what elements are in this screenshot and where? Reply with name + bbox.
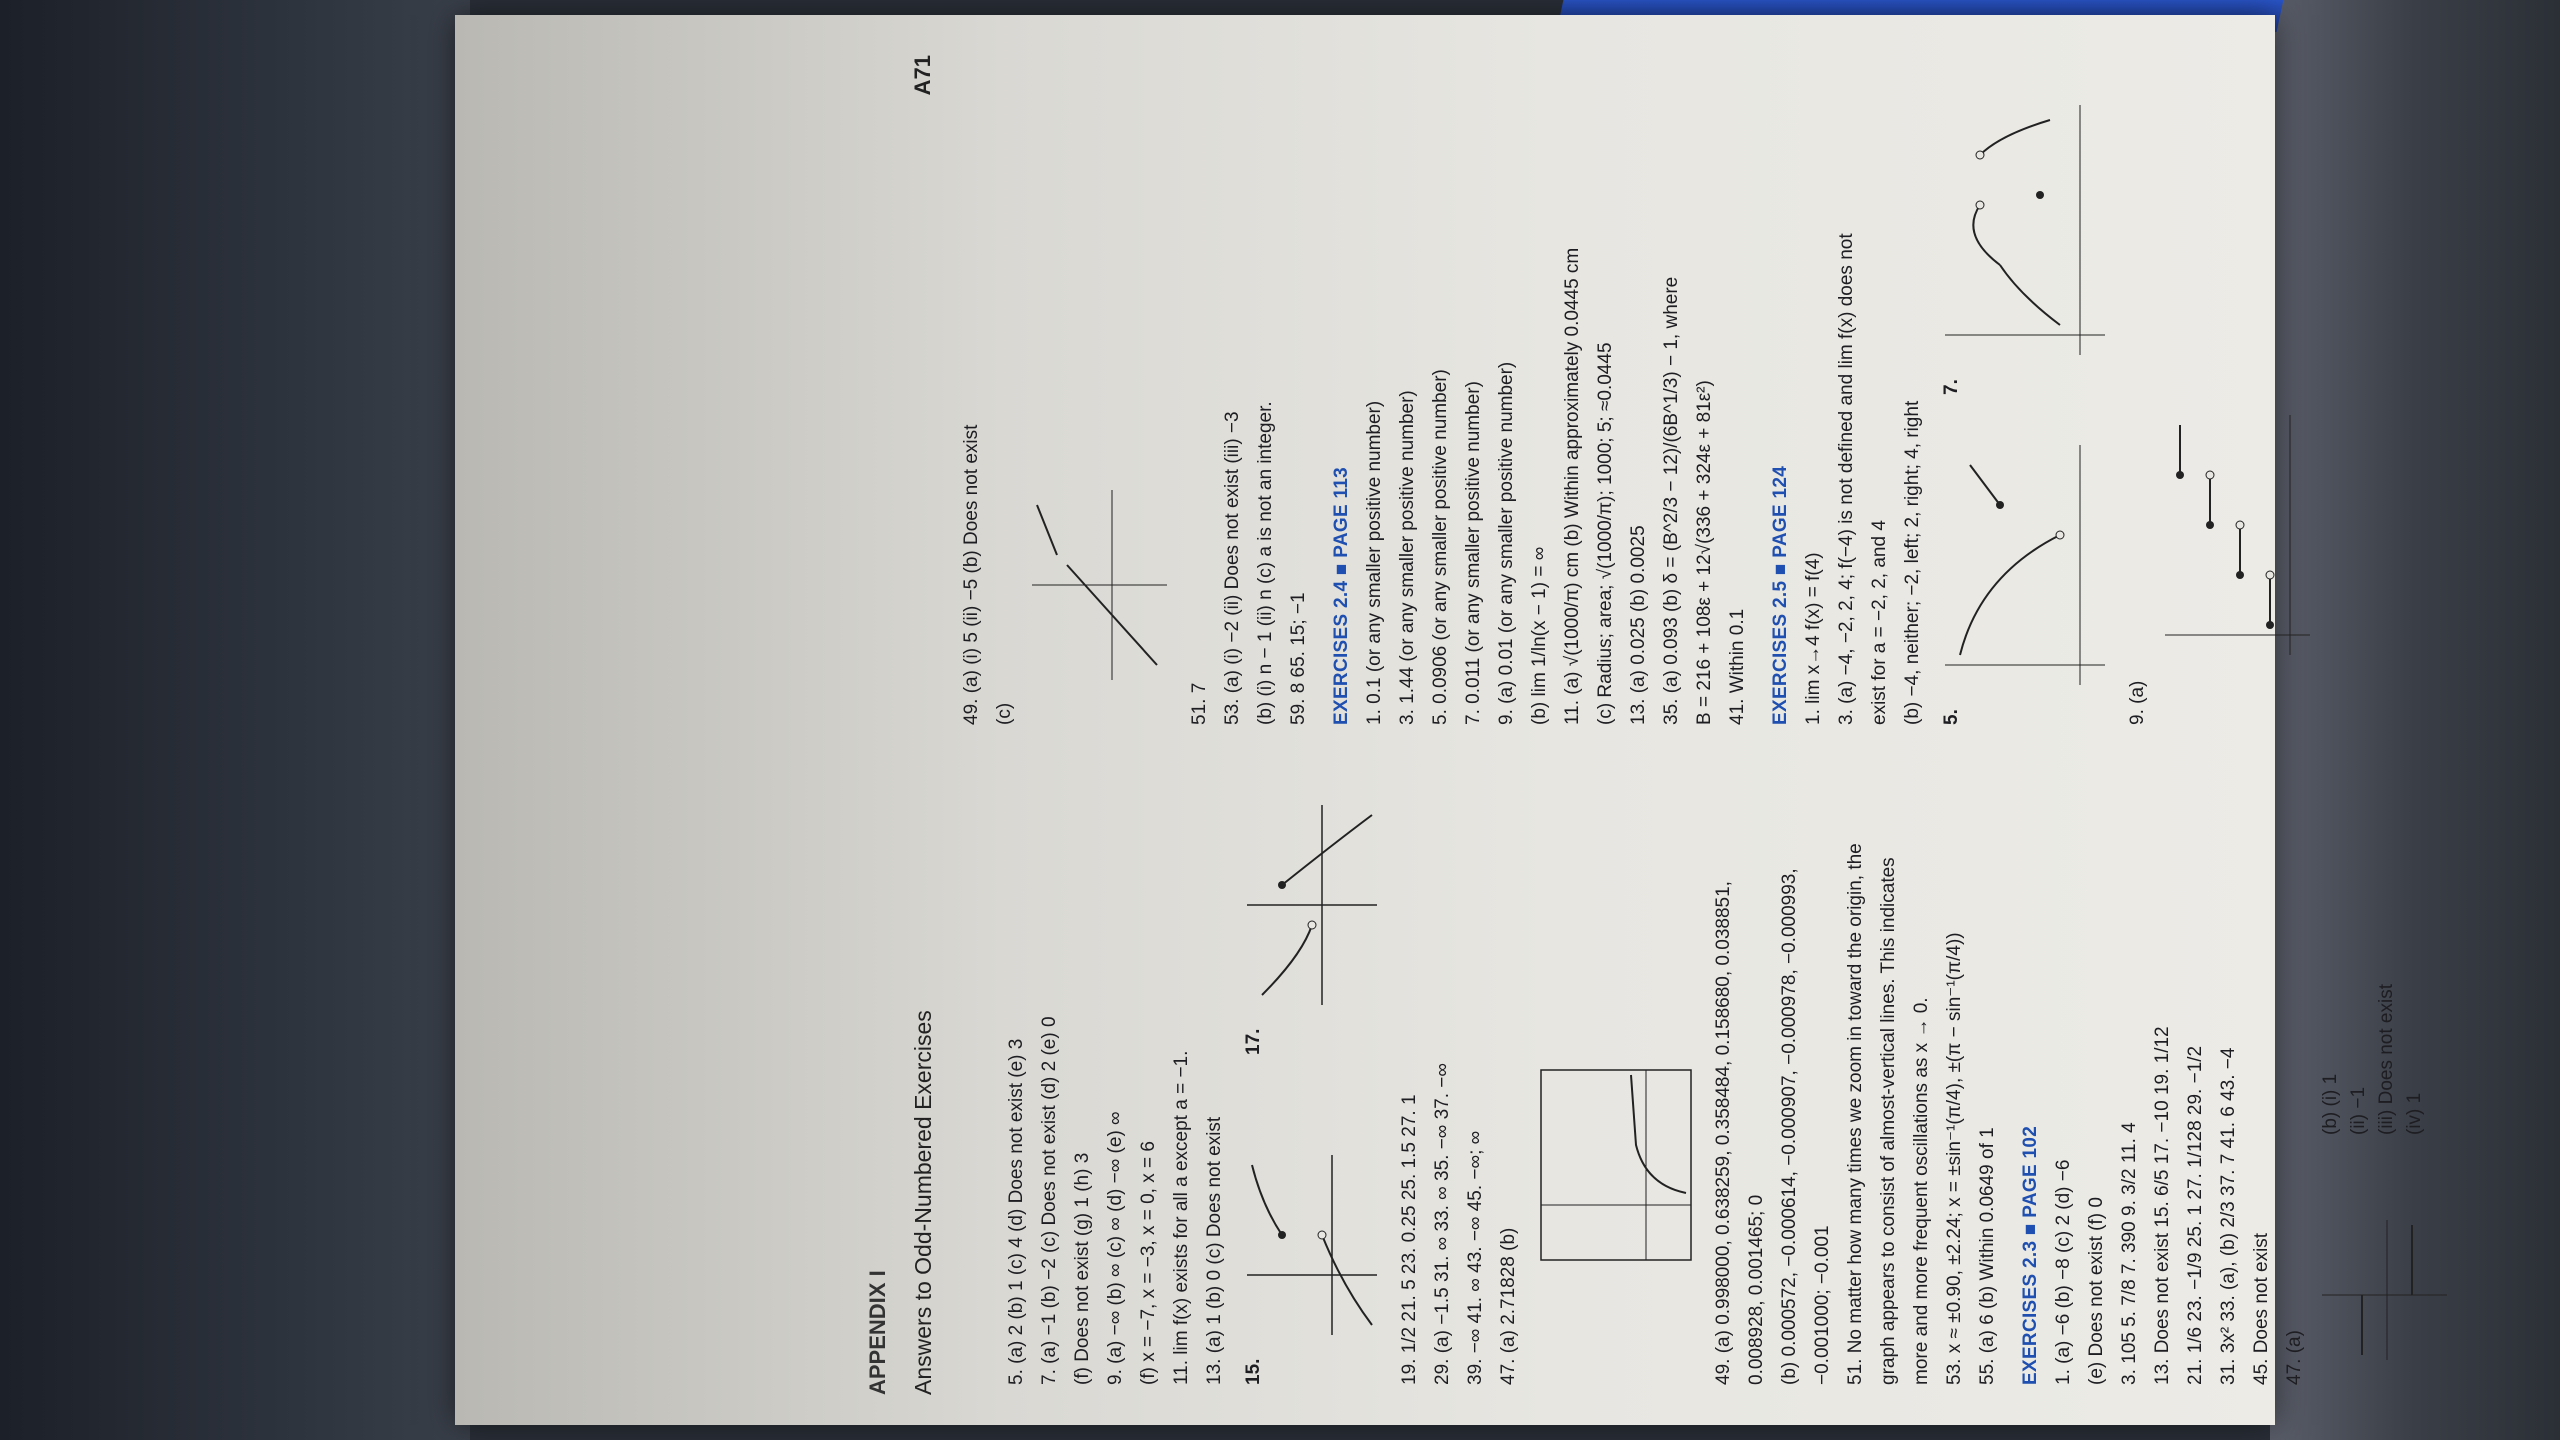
ex25-answer-1: 1. lim x→4 f(x) = f(4) [1803, 552, 1824, 725]
ex24-answer-11: 11. (a) √(1000/π) cm (b) Within approximately 0.0445 cm [1562, 247, 1583, 725]
ex23-answer-1e: (e) Does not exist (f) 0 [2086, 1197, 2107, 1385]
ex24-answer-11c: (c) Radius; area; √(1000/π); 1000; 5; ≈0.0445 [1595, 342, 1616, 725]
figure-49c [1027, 75, 1177, 725]
answer-53: 53. x ≈ ±0.90, ±2.24; x = ±sin⁻¹(π/4), ±(π − sin⁻¹(π/4)) [1944, 932, 1965, 1385]
answers-39-45: 39. −∞ 41. ∞ 43. −∞ 45. −∞; ∞ [1465, 1130, 1486, 1385]
answer-51-right: 51. 7 [1189, 682, 1210, 725]
ex24-answer-35-cont: B = 216 + 108ε + 12√(336 + 324ε + 81ε²) [1694, 380, 1715, 725]
answers-29-37: 29. (a) −1.5 31. ∞ 33. ∞ 35. −∞ 37. −∞ [1432, 1063, 1453, 1385]
answer-51-cont1: graph appears to consist of almost-vertical lines. This indicates [1878, 857, 1899, 1385]
appendix-label: APPENDIX I [865, 1270, 890, 1395]
ex24-answer-7: 7. 0.011 (or any smaller positive number) [1463, 381, 1484, 725]
answer-17-label: 17. [1243, 1028, 1264, 1055]
ex23-answer-47: 47. (a) [2284, 1330, 2305, 1385]
answer-53b: (b) (i) n − 1 (ii) n (c) a is not an integer. [1255, 401, 1276, 725]
graph-47 [1536, 1065, 1696, 1265]
answer-7: 7. (a) −1 (b) −2 (c) Does not exist (d) 2 (e) 0 [1039, 1016, 1060, 1385]
page-title: Answers to Odd-Numbered Exercises [910, 1010, 936, 1395]
page-header [455, 15, 936, 1425]
graph-17 [1242, 795, 1382, 1015]
ex23-47b-iii: (iii) Does not exist [2376, 984, 2397, 1135]
ex23-answers-13-19: 13. Does not exist 15. 6/5 17. −10 19. 1/12 [2152, 1026, 2173, 1385]
answer-51-cont2: more and more frequent oscillations as x → 0. [1911, 997, 1932, 1385]
answers-59-65: 59. 8 65. 15; −1 [1288, 592, 1309, 725]
answer-47: 47. (a) 2.71828 (b) [1498, 1227, 1519, 1385]
ex23-answers-21-29: 21. 1/6 23. −1/9 25. 1 27. 1/128 29. −1/2 [2185, 1045, 2206, 1385]
ex24-answer-13: 13. (a) 0.025 (b) 0.0025 [1628, 525, 1649, 725]
answer-49c: (c) [994, 702, 1015, 725]
page-number: A71 [910, 55, 935, 96]
left-column [1000, 745, 2463, 1385]
figure-ex23-47 [2317, 745, 2457, 1385]
answer-49b: (b) 0.000572, −0.000614, −0.000907, −0.000978, −0.000993, [1779, 868, 1800, 1385]
figure-ex25-9 [2160, 75, 2320, 725]
answer-7f: (f) Does not exist (g) 1 (h) 3 [1072, 1152, 1093, 1385]
rotated-page-content [455, 15, 2425, 1425]
ex24-answer-1: 1. 0.1 (or any smaller positive number) [1364, 400, 1385, 725]
answer-9: 9. (a) −∞ (b) ∞ (c) ∞ (d) −∞ (e) ∞ [1105, 1111, 1126, 1385]
figures-ex25-5-7 [1935, 75, 2115, 725]
answer-13: 13. (a) 1 (b) 0 (c) Does not exist [1204, 1116, 1225, 1385]
answers-19-27: 19. 1/2 21. 5 23. 0.25 25. 1.5 27. 1 [1399, 1094, 1420, 1385]
graph-ex23-47 [2317, 1215, 2452, 1365]
ex23-answer-45: 45. Does not exist [2251, 1232, 2272, 1385]
answer-53a: 53. (a) (i) −2 (ii) Does not exist (iii) −3 [1222, 411, 1243, 725]
ex25-answer-3a-cont: exist for a = −2, 2, and 4 [1869, 520, 1890, 725]
figures-15-17 [1237, 745, 1387, 1385]
ex23-47b-iv: (iv) 1 [2404, 1092, 2425, 1135]
ex23-answers-3-11: 3. 105 5. 7/8 7. 390 9. 3/2 11. 4 [2119, 1122, 2140, 1385]
answer-5: 5. (a) 2 (b) 1 (c) 4 (d) Does not exist (e) 3 [1006, 1038, 1027, 1385]
section-heading-2-5: EXERCISES 2.5 ■ PAGE 124 [1770, 465, 1791, 725]
ex23-47b-ii: (ii) −1 [2348, 1086, 2369, 1135]
ex24-answer-41: 41. Within 0.1 [1727, 608, 1748, 725]
answer-11: 11. lim f(x) exists for all a except a = −1. [1171, 1050, 1192, 1385]
section-heading-2-3: EXERCISES 2.3 ■ PAGE 102 [2020, 1125, 2041, 1385]
ex25-answer-7-label: 7. [1941, 379, 1962, 395]
right-column [955, 75, 2326, 725]
ex25-answer-9: 9. (a) [2127, 680, 2148, 725]
graph-15 [1242, 1145, 1382, 1345]
desk-background-left [0, 0, 470, 1440]
ex24-answer-35: 35. (a) 0.093 (b) δ = (B^2/3 − 12)/(6B^1/3) − 1, where [1661, 276, 1682, 725]
figure-47 [1531, 745, 1701, 1385]
graph-ex25-9 [2160, 405, 2315, 665]
graph-49c [1027, 485, 1172, 685]
ex24-answer-9b: (b) lim 1/ln(x − 1) = ∞ [1529, 546, 1550, 725]
graph-ex25-7 [1940, 95, 2110, 365]
answer-9f: (f) x = −7, x = −3, x = 0, x = 6 [1138, 1141, 1159, 1385]
ex23-47b-i: (b) (i) 1 [2320, 1073, 2341, 1135]
answer-49a: 49. (a) 0.998000, 0.638259, 0.358484, 0.158680, 0.038851, [1713, 881, 1734, 1385]
section-heading-2-4: EXERCISES 2.4 ■ PAGE 113 [1331, 466, 1352, 725]
ex25-answer-3b: (b) −4, neither; −2, left; 2, right; 4, right [1902, 400, 1923, 725]
ex25-answer-3a: 3. (a) −4, −2, 2, 4; f(−4) is not defined and lim f(x) does not [1836, 233, 1857, 725]
answer-49a-cont: 0.008928, 0.001465; 0 [1746, 1194, 1767, 1385]
ex24-answer-9a: 9. (a) 0.01 (or any smaller positive number) [1496, 361, 1517, 725]
ex24-answer-3: 3. 1.44 (or any smaller positive number) [1397, 390, 1418, 725]
ex23-answers-31-43: 31. 3x² 33. (a), (b) 2/3 37. 7 41. 6 43. −4 [2218, 1047, 2239, 1385]
ex24-answer-5: 5. 0.0906 (or any smaller positive number) [1430, 369, 1451, 725]
graph-ex25-5 [1940, 435, 2110, 695]
answer-55: 55. (a) 6 (b) Within 0.0649 of 1 [1977, 1127, 1998, 1385]
ex23-answer-1: 1. (a) −6 (b) −8 (c) 2 (d) −6 [2053, 1159, 2074, 1385]
answer-51: 51. No matter how many times we zoom in toward the origin, the [1845, 843, 1866, 1385]
answer-49-right: 49. (a) (i) 5 (ii) −5 (b) Does not exist [961, 424, 982, 725]
answer-15-label: 15. [1243, 1358, 1264, 1385]
answer-49b-cont: −0.001000; −0.001 [1812, 1225, 1833, 1385]
ex25-answer-5-label: 5. [1941, 709, 1962, 725]
